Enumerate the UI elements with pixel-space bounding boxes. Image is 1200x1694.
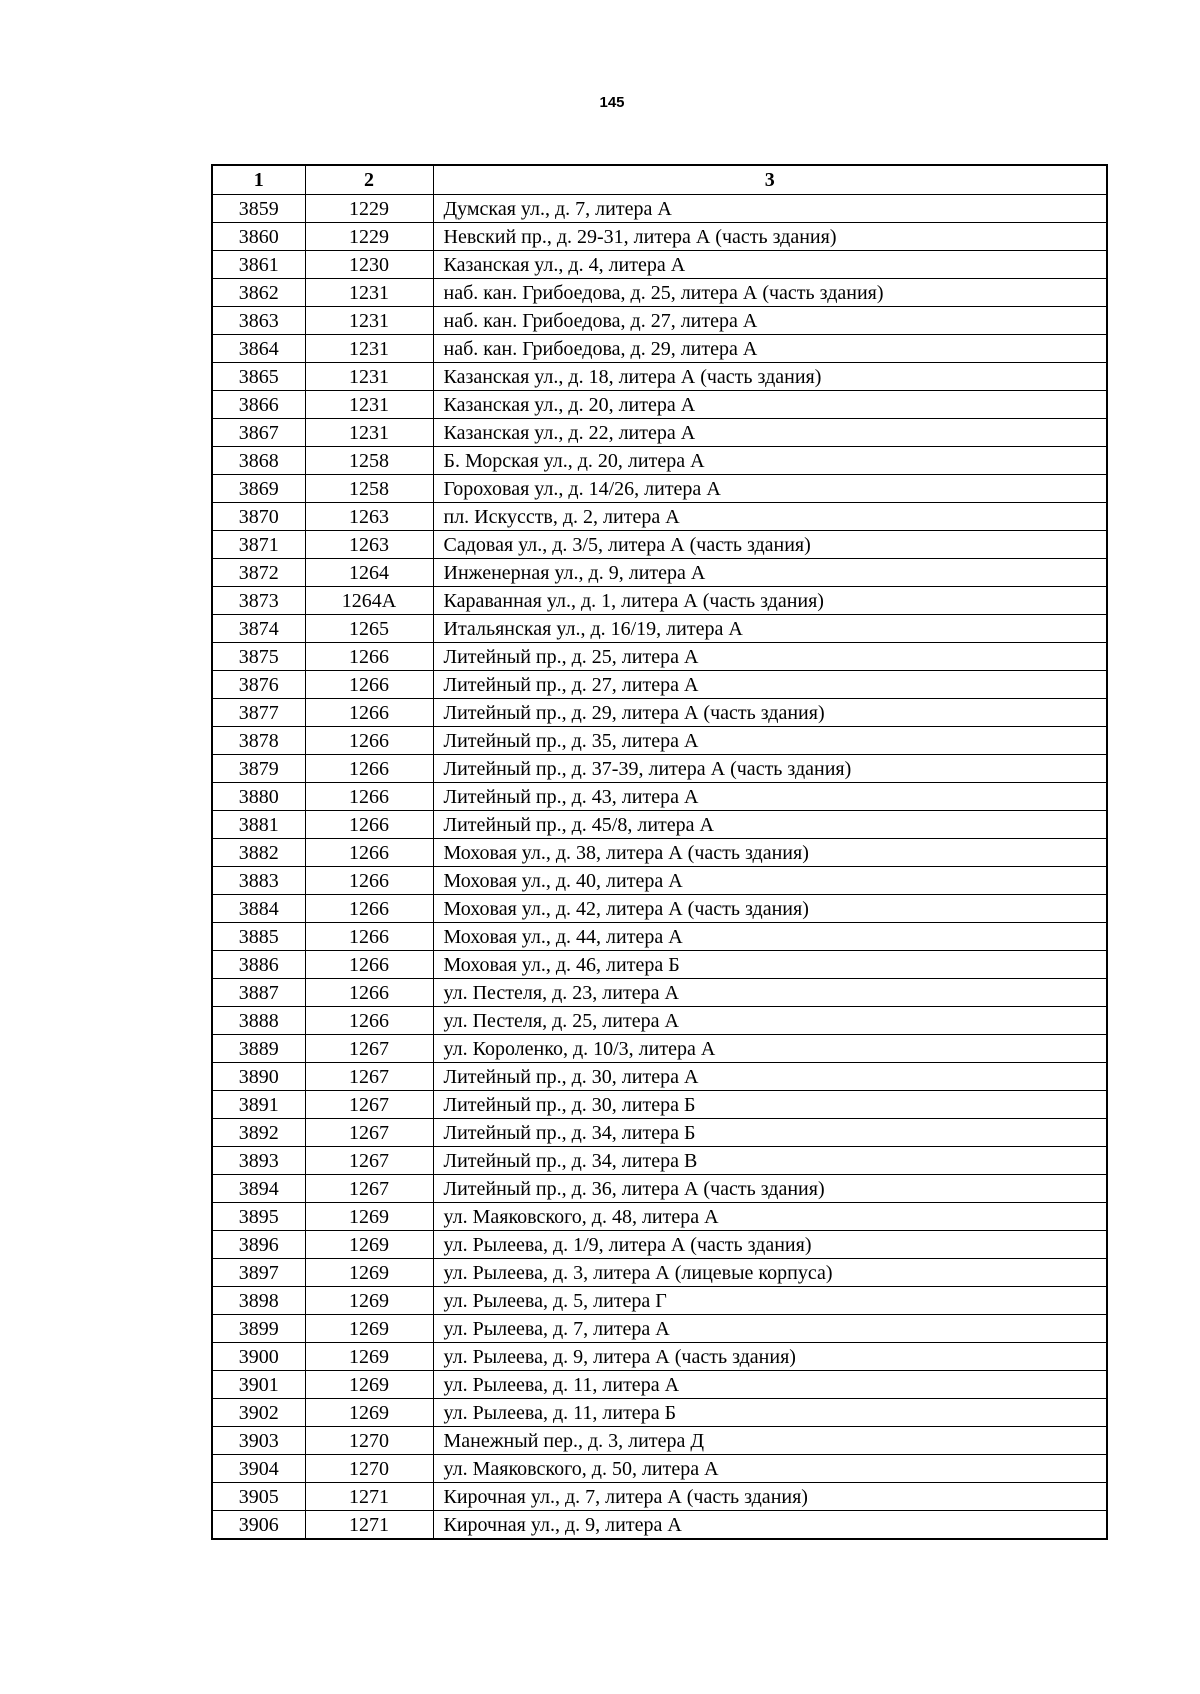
row-number-cell: 3859 [212, 195, 305, 223]
row-number-cell: 3878 [212, 727, 305, 755]
address-cell: Кирочная ул., д. 9, литера А [433, 1511, 1107, 1540]
block-number-cell: 1267 [305, 1091, 433, 1119]
table-row [212, 447, 1107, 475]
block-number-cell: 1270 [305, 1455, 433, 1483]
table-row [212, 1147, 1107, 1175]
block-number-cell: 1231 [305, 307, 433, 335]
table-header [212, 165, 1107, 195]
table-row [212, 503, 1107, 531]
table-row [212, 923, 1107, 951]
block-number-cell: 1231 [305, 363, 433, 391]
block-number-cell: 1269 [305, 1371, 433, 1399]
address-cell: Литейный пр., д. 34, литера Б [433, 1119, 1107, 1147]
table-row [212, 951, 1107, 979]
address-cell: Невский пр., д. 29-31, литера А (часть здания) [433, 223, 1107, 251]
block-number-cell: 1266 [305, 755, 433, 783]
row-number-cell: 3901 [212, 1371, 305, 1399]
row-number-cell: 3863 [212, 307, 305, 335]
table-row [212, 307, 1107, 335]
table-row [212, 419, 1107, 447]
address-cell: Моховая ул., д. 44, литера А [433, 923, 1107, 951]
row-number-cell: 3862 [212, 279, 305, 307]
block-number-cell: 1269 [305, 1399, 433, 1427]
row-number-cell: 3905 [212, 1483, 305, 1511]
table-row [212, 251, 1107, 279]
column-header-3: 3 [433, 165, 1107, 195]
table-row [212, 1091, 1107, 1119]
block-number-cell: 1265 [305, 615, 433, 643]
address-cell: ул. Рылеева, д. 5, литера Г [433, 1287, 1107, 1315]
row-number-cell: 3864 [212, 335, 305, 363]
block-number-cell: 1266 [305, 671, 433, 699]
row-number-cell: 3887 [212, 979, 305, 1007]
address-cell: Литейный пр., д. 30, литера А [433, 1063, 1107, 1091]
address-cell: ул. Рылеева, д. 1/9, литера А (часть здания) [433, 1231, 1107, 1259]
row-number-cell: 3886 [212, 951, 305, 979]
block-number-cell: 1269 [305, 1259, 433, 1287]
block-number-cell: 1267 [305, 1119, 433, 1147]
block-number-cell: 1266 [305, 923, 433, 951]
address-cell: Казанская ул., д. 4, литера А [433, 251, 1107, 279]
row-number-cell: 3885 [212, 923, 305, 951]
address-cell: Литейный пр., д. 30, литера Б [433, 1091, 1107, 1119]
table-row [212, 839, 1107, 867]
address-cell: Моховая ул., д. 38, литера А (часть здания) [433, 839, 1107, 867]
page-number: 145 [599, 94, 625, 111]
address-cell: Литейный пр., д. 43, литера А [433, 783, 1107, 811]
block-number-cell: 1266 [305, 839, 433, 867]
row-number-cell: 3876 [212, 671, 305, 699]
row-number-cell: 3906 [212, 1511, 305, 1540]
address-cell: Литейный пр., д. 37-39, литера А (часть здания) [433, 755, 1107, 783]
address-cell: ул. Рылеева, д. 9, литера А (часть здания) [433, 1343, 1107, 1371]
row-number-cell: 3892 [212, 1119, 305, 1147]
block-number-cell: 1258 [305, 447, 433, 475]
address-cell: Литейный пр., д. 29, литера А (часть здания) [433, 699, 1107, 727]
block-number-cell: 1269 [305, 1343, 433, 1371]
table-row [212, 979, 1107, 1007]
row-number-cell: 3904 [212, 1455, 305, 1483]
row-number-cell: 3899 [212, 1315, 305, 1343]
row-number-cell: 3884 [212, 895, 305, 923]
block-number-cell: 1231 [305, 335, 433, 363]
row-number-cell: 3900 [212, 1343, 305, 1371]
row-number-cell: 3866 [212, 391, 305, 419]
address-cell: Б. Морская ул., д. 20, литера А [433, 447, 1107, 475]
table-row [212, 867, 1107, 895]
row-number-cell: 3872 [212, 559, 305, 587]
address-cell: Литейный пр., д. 45/8, литера А [433, 811, 1107, 839]
block-number-cell: 1271 [305, 1511, 433, 1540]
table-row [212, 1203, 1107, 1231]
address-cell: Литейный пр., д. 25, литера А [433, 643, 1107, 671]
block-number-cell: 1266 [305, 867, 433, 895]
block-number-cell: 1269 [305, 1315, 433, 1343]
row-number-cell: 3895 [212, 1203, 305, 1231]
block-number-cell: 1267 [305, 1147, 433, 1175]
row-number-cell: 3903 [212, 1427, 305, 1455]
block-number-cell: 1264 [305, 559, 433, 587]
table-row [212, 587, 1107, 615]
row-number-cell: 3890 [212, 1063, 305, 1091]
block-number-cell: 1266 [305, 895, 433, 923]
address-cell: ул. Рылеева, д. 7, литера А [433, 1315, 1107, 1343]
row-number-cell: 3875 [212, 643, 305, 671]
address-cell: Гороховая ул., д. 14/26, литера А [433, 475, 1107, 503]
table-row [212, 727, 1107, 755]
table-row [212, 671, 1107, 699]
row-number-cell: 3867 [212, 419, 305, 447]
row-number-cell: 3894 [212, 1175, 305, 1203]
block-number-cell: 1266 [305, 699, 433, 727]
block-number-cell: 1229 [305, 223, 433, 251]
table-row [212, 1371, 1107, 1399]
block-number-cell: 1266 [305, 979, 433, 1007]
table-row [212, 335, 1107, 363]
address-cell: Литейный пр., д. 35, литера А [433, 727, 1107, 755]
address-cell: Инженерная ул., д. 9, литера А [433, 559, 1107, 587]
row-number-cell: 3873 [212, 587, 305, 615]
address-cell: Моховая ул., д. 46, литера Б [433, 951, 1107, 979]
block-number-cell: 1269 [305, 1231, 433, 1259]
table-row [212, 1511, 1107, 1540]
block-number-cell: 1271 [305, 1483, 433, 1511]
row-number-cell: 3879 [212, 755, 305, 783]
address-cell: Манежный пер., д. 3, литера Д [433, 1427, 1107, 1455]
block-number-cell: 1266 [305, 811, 433, 839]
registry-table [211, 164, 1108, 1540]
table-row [212, 1399, 1107, 1427]
address-cell: ул. Рылеева, д. 11, литера Б [433, 1399, 1107, 1427]
block-number-cell: 1267 [305, 1175, 433, 1203]
address-cell: Моховая ул., д. 40, литера А [433, 867, 1107, 895]
row-number-cell: 3882 [212, 839, 305, 867]
address-cell: наб. кан. Грибоедова, д. 27, литера А [433, 307, 1107, 335]
block-number-cell: 1266 [305, 1007, 433, 1035]
address-cell: Литейный пр., д. 27, литера А [433, 671, 1107, 699]
row-number-cell: 3896 [212, 1231, 305, 1259]
table-row [212, 1343, 1107, 1371]
table-row [212, 895, 1107, 923]
block-number-cell: 1269 [305, 1287, 433, 1315]
row-number-cell: 3881 [212, 811, 305, 839]
table-row [212, 1287, 1107, 1315]
table-row [212, 391, 1107, 419]
table-row [212, 1259, 1107, 1287]
row-number-cell: 3874 [212, 615, 305, 643]
row-number-cell: 3860 [212, 223, 305, 251]
block-number-cell: 1263 [305, 503, 433, 531]
row-number-cell: 3870 [212, 503, 305, 531]
address-cell: Моховая ул., д. 42, литера А (часть здания) [433, 895, 1107, 923]
address-cell: Казанская ул., д. 20, литера А [433, 391, 1107, 419]
row-number-cell: 3898 [212, 1287, 305, 1315]
row-number-cell: 3883 [212, 867, 305, 895]
table-row [212, 363, 1107, 391]
address-cell: наб. кан. Грибоедова, д. 29, литера А [433, 335, 1107, 363]
table-row [212, 1315, 1107, 1343]
table-row [212, 1175, 1107, 1203]
table-row [212, 1007, 1107, 1035]
block-number-cell: 1230 [305, 251, 433, 279]
row-number-cell: 3889 [212, 1035, 305, 1063]
table-row [212, 559, 1107, 587]
address-cell: ул. Рылеева, д. 11, литера А [433, 1371, 1107, 1399]
table-row [212, 811, 1107, 839]
block-number-cell: 1231 [305, 391, 433, 419]
row-number-cell: 3869 [212, 475, 305, 503]
block-number-cell: 1266 [305, 643, 433, 671]
header-row [212, 165, 1107, 195]
block-number-cell: 1231 [305, 419, 433, 447]
address-cell: ул. Пестеля, д. 23, литера А [433, 979, 1107, 1007]
table-row [212, 783, 1107, 811]
table-row [212, 475, 1107, 503]
table-body [212, 195, 1107, 1540]
block-number-cell: 1258 [305, 475, 433, 503]
table-row [212, 1231, 1107, 1259]
row-number-cell: 3888 [212, 1007, 305, 1035]
row-number-cell: 3861 [212, 251, 305, 279]
table-row [212, 1035, 1107, 1063]
block-number-cell: 1263 [305, 531, 433, 559]
block-number-cell: 1266 [305, 951, 433, 979]
block-number-cell: 1269 [305, 1203, 433, 1231]
address-cell: Итальянская ул., д. 16/19, литера А [433, 615, 1107, 643]
block-number-cell: 1266 [305, 727, 433, 755]
block-number-cell: 1231 [305, 279, 433, 307]
address-cell: ул. Пестеля, д. 25, литера А [433, 1007, 1107, 1035]
table-row [212, 1455, 1107, 1483]
address-cell: Караванная ул., д. 1, литера А (часть здания) [433, 587, 1107, 615]
row-number-cell: 3868 [212, 447, 305, 475]
row-number-cell: 3897 [212, 1259, 305, 1287]
block-number-cell: 1264А [305, 587, 433, 615]
address-cell: ул. Маяковского, д. 48, литера А [433, 1203, 1107, 1231]
address-cell: Казанская ул., д. 22, литера А [433, 419, 1107, 447]
row-number-cell: 3902 [212, 1399, 305, 1427]
table-row [212, 223, 1107, 251]
address-cell: Казанская ул., д. 18, литера А (часть здания) [433, 363, 1107, 391]
address-cell: Литейный пр., д. 36, литера А (часть здания) [433, 1175, 1107, 1203]
address-cell: Думская ул., д. 7, литера А [433, 195, 1107, 223]
address-cell: ул. Маяковского, д. 50, литера А [433, 1455, 1107, 1483]
table-row [212, 279, 1107, 307]
row-number-cell: 3891 [212, 1091, 305, 1119]
address-cell: Кирочная ул., д. 7, литера А (часть здания) [433, 1483, 1107, 1511]
address-cell: ул. Короленко, д. 10/3, литера А [433, 1035, 1107, 1063]
row-number-cell: 3880 [212, 783, 305, 811]
block-number-cell: 1267 [305, 1063, 433, 1091]
table-row [212, 531, 1107, 559]
address-cell: пл. Искусств, д. 2, литера А [433, 503, 1107, 531]
table-row [212, 1119, 1107, 1147]
table-row [212, 1427, 1107, 1455]
address-cell: Садовая ул., д. 3/5, литера А (часть здания) [433, 531, 1107, 559]
block-number-cell: 1229 [305, 195, 433, 223]
row-number-cell: 3893 [212, 1147, 305, 1175]
table-row [212, 195, 1107, 223]
column-header-1: 1 [212, 165, 305, 195]
column-header-2: 2 [305, 165, 433, 195]
address-cell: ул. Рылеева, д. 3, литера А (лицевые корпуса) [433, 1259, 1107, 1287]
row-number-cell: 3877 [212, 699, 305, 727]
table-row [212, 755, 1107, 783]
row-number-cell: 3871 [212, 531, 305, 559]
block-number-cell: 1270 [305, 1427, 433, 1455]
table-row [212, 615, 1107, 643]
table-row [212, 1063, 1107, 1091]
table-row [212, 643, 1107, 671]
table-row [212, 699, 1107, 727]
block-number-cell: 1267 [305, 1035, 433, 1063]
table-row [212, 1483, 1107, 1511]
address-cell: наб. кан. Грибоедова, д. 25, литера А (часть здания) [433, 279, 1107, 307]
block-number-cell: 1266 [305, 783, 433, 811]
address-cell: Литейный пр., д. 34, литера В [433, 1147, 1107, 1175]
row-number-cell: 3865 [212, 363, 305, 391]
